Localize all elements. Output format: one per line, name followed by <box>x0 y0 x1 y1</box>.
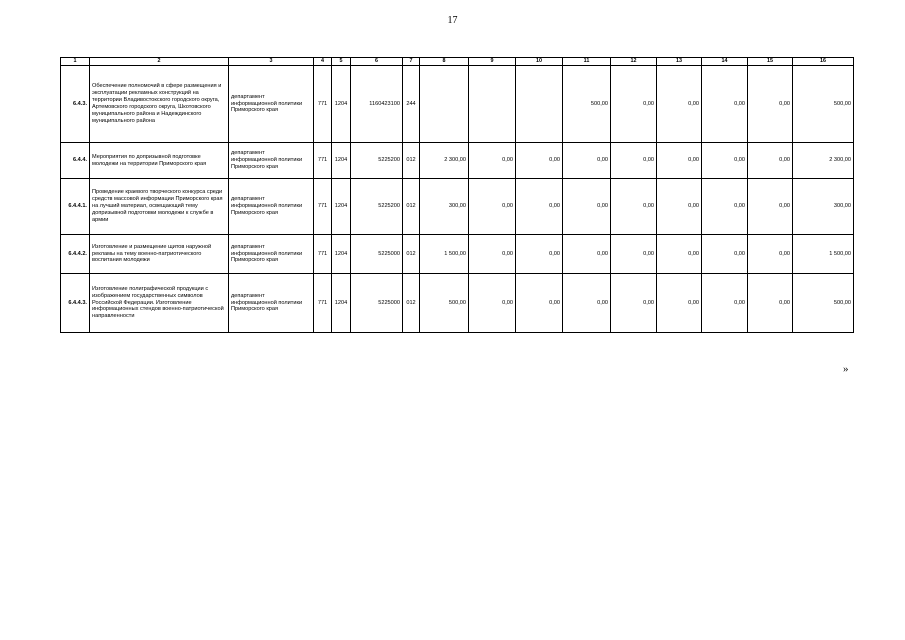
row-expense-type: 012 <box>403 143 420 179</box>
row-ministry-code: 771 <box>314 274 332 333</box>
row-value-10: 0,00 <box>516 143 563 179</box>
header-cell-4: 4 <box>314 58 332 66</box>
closing-quote: » <box>843 363 849 375</box>
row-value-14: 0,00 <box>702 66 748 143</box>
row-value-16: 500,00 <box>793 274 854 333</box>
row-value-9: 0,00 <box>469 235 516 274</box>
table-row <box>61 179 854 235</box>
row-value-11: 0,00 <box>563 179 611 235</box>
row-section-code: 1204 <box>332 66 351 143</box>
header-cell-14: 14 <box>702 58 748 66</box>
row-value-16: 300,00 <box>793 179 854 235</box>
row-description: Проведение краевого творческого конкурса среди средств массовой информации Приморского края на лучший материал, освещающий тему допризывной подготовки молодежи к службе в армии <box>90 179 229 235</box>
row-department: департамент информационной политики Приморского края <box>229 143 314 179</box>
row-value-8: 300,00 <box>420 179 469 235</box>
row-department: департамент информационной политики Приморского края <box>229 235 314 274</box>
row-value-9: 0,00 <box>469 179 516 235</box>
row-value-12: 0,00 <box>611 143 657 179</box>
header-cell-10: 10 <box>516 58 563 66</box>
row-ministry-code: 771 <box>314 179 332 235</box>
row-description: Изготовление полиграфической продукции с изображением государственных символов Российской Федерации. Изготовление информационных стендов военно-патриотической направленности <box>90 274 229 333</box>
row-value-13: 0,00 <box>657 235 702 274</box>
row-target-code: 5225200 <box>351 143 403 179</box>
row-code: 6.4.4.3. <box>61 274 90 333</box>
budget-table <box>60 57 854 333</box>
row-expense-type: 012 <box>403 235 420 274</box>
row-value-14: 0,00 <box>702 179 748 235</box>
header-cell-5: 5 <box>332 58 351 66</box>
row-value-10: 0,00 <box>516 179 563 235</box>
header-cell-1: 1 <box>61 58 90 66</box>
row-value-16: 2 300,00 <box>793 143 854 179</box>
row-value-15: 0,00 <box>748 66 793 143</box>
row-value-11: 0,00 <box>563 274 611 333</box>
row-value-9: 0,00 <box>469 143 516 179</box>
header-cell-15: 15 <box>748 58 793 66</box>
row-value-11: 0,00 <box>563 235 611 274</box>
table-row <box>61 66 854 143</box>
row-description: Мероприятия по допризывной подготовке молодежи на территории Приморского края <box>90 143 229 179</box>
header-cell-3: 3 <box>229 58 314 66</box>
row-code: 6.4.4.2. <box>61 235 90 274</box>
row-value-13: 0,00 <box>657 179 702 235</box>
row-target-code: 5225000 <box>351 274 403 333</box>
table-row <box>61 274 854 333</box>
row-value-14: 0,00 <box>702 235 748 274</box>
row-value-8 <box>420 66 469 143</box>
row-description: Изготовление и размещение щитов наружной рекламы на тему военно-патриотического воспитания молодежи <box>90 235 229 274</box>
row-value-8: 500,00 <box>420 274 469 333</box>
row-value-10: 0,00 <box>516 274 563 333</box>
row-value-8: 1 500,00 <box>420 235 469 274</box>
row-ministry-code: 771 <box>314 66 332 143</box>
row-value-12: 0,00 <box>611 179 657 235</box>
row-value-15: 0,00 <box>748 274 793 333</box>
row-code: 6.4.4.1. <box>61 179 90 235</box>
row-value-15: 0,00 <box>748 235 793 274</box>
header-cell-2: 2 <box>90 58 229 66</box>
row-value-8: 2 300,00 <box>420 143 469 179</box>
row-value-14: 0,00 <box>702 274 748 333</box>
row-value-10: 0,00 <box>516 235 563 274</box>
row-code: 6.4.3. <box>61 66 90 143</box>
header-cell-9: 9 <box>469 58 516 66</box>
header-cell-6: 6 <box>351 58 403 66</box>
header-cell-12: 12 <box>611 58 657 66</box>
row-section-code: 1204 <box>332 143 351 179</box>
row-target-code: 5225200 <box>351 179 403 235</box>
row-expense-type: 244 <box>403 66 420 143</box>
row-value-13: 0,00 <box>657 274 702 333</box>
row-department: департамент информационной политики Приморского края <box>229 274 314 333</box>
row-ministry-code: 771 <box>314 143 332 179</box>
row-value-16: 500,00 <box>793 66 854 143</box>
row-value-10 <box>516 66 563 143</box>
table-row <box>61 143 854 179</box>
row-value-11: 500,00 <box>563 66 611 143</box>
row-value-12: 0,00 <box>611 66 657 143</box>
row-value-15: 0,00 <box>748 143 793 179</box>
header-cell-7: 7 <box>403 58 420 66</box>
row-value-14: 0,00 <box>702 143 748 179</box>
row-target-code: 1160423100 <box>351 66 403 143</box>
header-cell-8: 8 <box>420 58 469 66</box>
row-department: департамент информационной политики Приморского края <box>229 66 314 143</box>
row-value-13: 0,00 <box>657 143 702 179</box>
row-value-13: 0,00 <box>657 66 702 143</box>
row-value-12: 0,00 <box>611 274 657 333</box>
row-ministry-code: 771 <box>314 235 332 274</box>
header-cell-16: 16 <box>793 58 854 66</box>
row-department: департамент информационной политики Приморского края <box>229 179 314 235</box>
row-section-code: 1204 <box>332 179 351 235</box>
row-value-16: 1 500,00 <box>793 235 854 274</box>
row-description: Обеспечение полномочий в сфере размещения и эксплуатации рекламных конструкций на территории Владивостокского городского округа, Артемовского городского округа, Шкотовского муниципального района и Надеждинского муниципального района <box>90 66 229 143</box>
row-value-9 <box>469 66 516 143</box>
row-section-code: 1204 <box>332 274 351 333</box>
header-cell-11: 11 <box>563 58 611 66</box>
row-code: 6.4.4. <box>61 143 90 179</box>
header-row <box>61 58 854 66</box>
row-value-12: 0,00 <box>611 235 657 274</box>
row-expense-type: 012 <box>403 274 420 333</box>
page-number: 17 <box>447 15 458 26</box>
row-value-9: 0,00 <box>469 274 516 333</box>
table-row <box>61 235 854 274</box>
row-target-code: 5225000 <box>351 235 403 274</box>
row-expense-type: 012 <box>403 179 420 235</box>
row-value-11: 0,00 <box>563 143 611 179</box>
row-section-code: 1204 <box>332 235 351 274</box>
row-value-15: 0,00 <box>748 179 793 235</box>
header-cell-13: 13 <box>657 58 702 66</box>
